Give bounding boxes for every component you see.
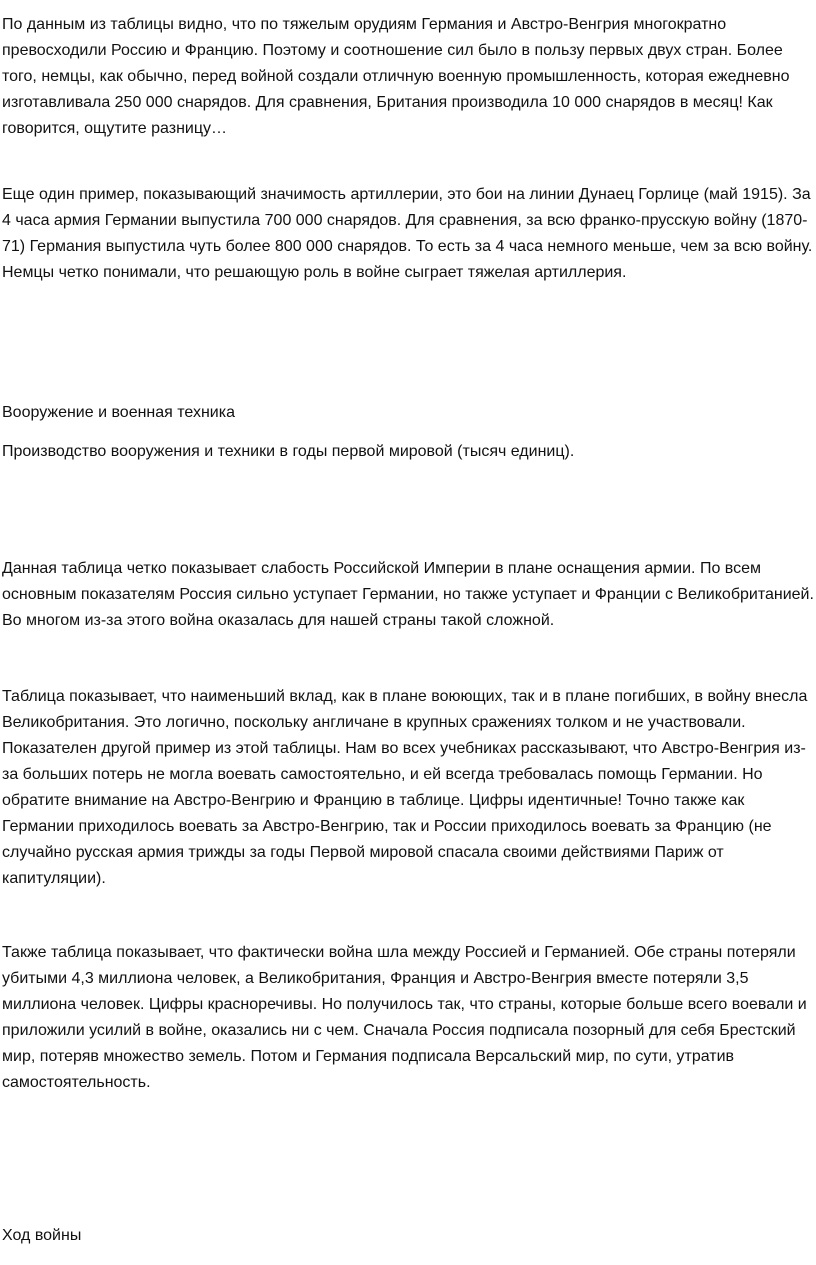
paragraph-dunajec-gorlice: Еще один пример, показывающий значимость артиллерии, это бои на линии Дунаец Горлице (май 1915). За 4 часа армия Германии выпустила 700 000 снарядов. Для сравнения, за всю франко-прусскую войну (1870-71) Германия выпустила чуть более 800 000 снарядов. То есть за 4 часа немного меньше, чем за всю войну. Немцы четко понимали, что решающую роль в войне сыграет тяжелая артиллерия. [2, 186, 813, 281]
paragraph-heavy-artillery: По данным из таблицы видно, что по тяжелым орудиям Германия и Австро-Венгрия многократно превосходили Россию и Францию. Поэтому и соотношение сил было в пользу первых двух стран. Более того, немцы, как обычно, перед войной создали отличную военную промышленность, которая ежедневно изготавливала 250 000 снарядов. Для сравнения, Британия производила 10 000 снарядов в месяц! Как говорится, ощутите разницу… [2, 16, 790, 137]
paragraph-russia-weakness: Данная таблица четко показывает слабость Российской Империи в плане оснащения армии. По всем основным показателям Россия сильно уступает Германии, но также уступает и Франции с Великобританией. Во многом из-за этого война оказалась для нашей страны такой сложной. [2, 560, 814, 629]
section-heading-weapons: Вооружение и военная техника [2, 404, 235, 421]
section-heading-course: Ход войны [2, 1227, 82, 1244]
paragraph-contribution: Таблица показывает, что наименьший вклад, как в плане воюющих, так и в плане погибших, в войну внесла Великобритания. Это логично, поскольку англичане в крупных сражениях толком и не участвовали. Показателен другой пример из этой таблицы. Нам во всех учебниках рассказывают, что Австро-Венгрия из-за больших потерь не могла воевать самостоятельно, и ей всегда требовалась помощь Германии. Но обратите внимание на Австро-Венгрию и Францию в таблице. Цифры идентичные! Точно также как Германии приходилось воевать за Австро-Венгрию, так и России приходилось воевать за Францию (не случайно русская армия трижды за годы Первой мировой спасала своими действиями Париж от капитуляции). [2, 688, 808, 887]
table-caption: Производство вооружения и техники в годы первой мировой (тысяч единиц). [2, 443, 575, 460]
paragraph-russia-germany: Также таблица показывает, что фактически война шла между Россией и Германией. Обе страны потеряли убитыми 4,3 миллиона человек, а Великобритания, Франция и Австро-Венгрия вместе потеряли 3,5 миллиона человек. Цифры красноречивы. Но получилось так, что страны, которые больше всего воевали и приложили усилий в войне, оказались ни с чем. Сначала Россия подписала позорный для себя Брестский мир, потеряв множество земель. Потом и Германия подписала Версальский мир, по сути, утратив самостоятельность. [2, 944, 807, 1091]
